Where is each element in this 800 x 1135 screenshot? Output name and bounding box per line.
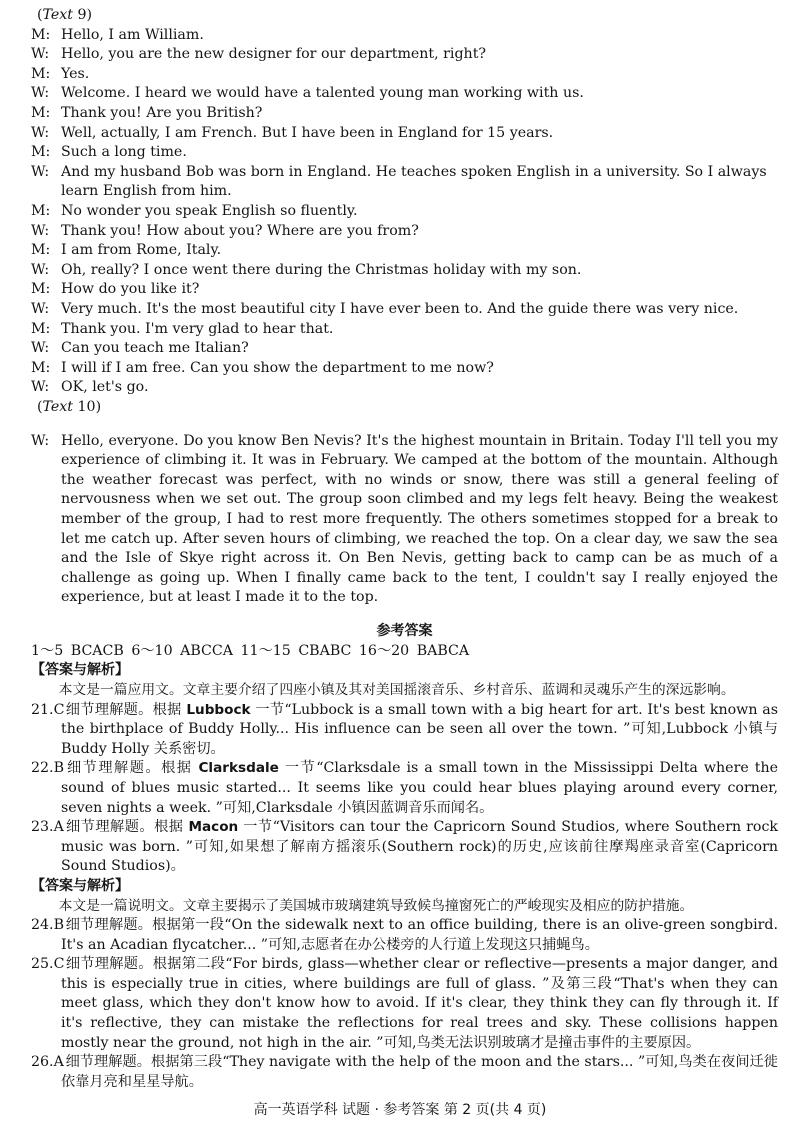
- dialogue-line: [31, 124, 778, 144]
- speaker-label: W:: [31, 124, 50, 141]
- speaker-label: W:: [31, 46, 50, 63]
- dialogue-text: No wonder you speak English so fluently.: [61, 202, 358, 219]
- dialogue-line: [31, 320, 778, 340]
- section1-intro: 本文是一篇应用文。文章主要介绍了四座小镇及其对美国摇滚音乐、乡村音乐、蓝调和灵魂乐产生的深远影响。: [58, 681, 735, 698]
- explanation-text: 细节理解题。根据第二段“For birds, glass—whether clear or reflective—presents a major danger, and this is especially true in cities, where buildings are full of glass. ”及第三段“That's when they can meet glass, which they don't know how to avoid. If it's clear, they think they can fly through it. If it's reflective, they can mistake the reflections for real trees and sky. These collisions happen mostly near the ground, not high in the air. ”可知,鸟类无法识别玻璃才是撞击事件的主要原因。: [61, 956, 778, 1051]
- section2-bracket: 【答案与解析】: [31, 877, 129, 894]
- explanation-text: 细节理解题。根据第三段“They navigate with the help of the moon and the stars... ”可知,鸟类在夜间迁徙依靠月亮和星星导航。: [61, 1054, 778, 1090]
- explanation-pre: 细节理解题。根据: [61, 760, 199, 777]
- answer-key: 1～5 BCACB 6～10 ABCCA 11～15 CBABC 16～20 BABCA: [31, 642, 470, 659]
- dialogue-text: Hello, I am William.: [61, 26, 204, 43]
- text10-monologue: [31, 432, 778, 608]
- dialogue-line: [31, 45, 778, 65]
- speaker-label: W:: [31, 379, 50, 396]
- section2-intro: 本文是一篇说明文。文章主要揭示了美国城市玻璃建筑导致候鸟撞窗死亡的严峻现实及相应的防护措施。: [58, 897, 694, 914]
- answer-item: [31, 701, 778, 760]
- explanation-pre: 细节理解题。根据: [61, 819, 189, 836]
- dialogue-text: I am from Rome, Italy.: [61, 242, 222, 259]
- speaker-label: M:: [31, 281, 51, 298]
- section1-items: [31, 701, 778, 877]
- dialogue-line: [31, 300, 778, 320]
- dialogue-text: Such a long time.: [61, 144, 187, 161]
- dialogue-text: OK, let's go.: [61, 379, 149, 396]
- speaker-label: W:: [31, 340, 50, 357]
- speaker-label: W:: [31, 85, 50, 102]
- speaker-label: M:: [31, 144, 51, 161]
- dialogue-line: [31, 143, 778, 163]
- explanation-post: 一节“Clarksdale is a small town in the Mississippi Delta where the sound of blues music started... It seems like you could hear blues playing around every corner, seven nights a week. ”可知,Clarksdale 小镇因蓝调音乐而闻名。: [61, 760, 778, 816]
- dialogue-text: Well, actually, I am French. But I have been in England for 15 years.: [61, 124, 554, 141]
- dialogue-text: Oh, really? I once went there during the Christmas holiday with my son.: [61, 261, 582, 278]
- speaker-label: W:: [31, 300, 50, 317]
- answer-item: [31, 1053, 778, 1092]
- dialogue-text: Thank you. I'm very glad to hear that.: [61, 320, 334, 337]
- section-keyword: Clarksdale: [198, 760, 279, 777]
- dialogue-line: [31, 241, 778, 261]
- dialogue-line: [31, 84, 778, 104]
- dialogue-line: [31, 378, 778, 398]
- question-number: 23.A: [31, 819, 64, 836]
- explanation-post: 一节“Visitors can tour the Capricorn Sound Studios, where Southern rock music was born. ”可知,如果想了解南方摇滚乐(Southern rock)的历史,应该前往摩羯座录音室(Capricorn Sound Studios)。: [61, 819, 778, 875]
- dialogue-line: [31, 359, 778, 379]
- dialogue-line: [31, 104, 778, 124]
- monologue-text: Hello, everyone. Do you know Ben Nevis? It's the highest mountain in Britain. Today I'll tell you my experience of climbing it. It was in February. We camped at the bottom of the mountain. Although the weather forecast was perfect, with no winds or snow, there was still a general feeling of nervousness when we set out. The group soon climbed and my legs felt heavy. Being the weakest member of the group, I had to rest more frequently. The others sometimes stopped for a break to let me catch up. After seven hours of climbing, we reached the top. On a clear day, we saw the sea and the Isle of Skye right across it. On Ben Nevis, getting back to camp can be as much of a challenge as going up. When I finally came back to the tent, I couldn't say I really enjoyed the experience, but at least I made it to the top.: [61, 432, 778, 606]
- speaker-label: M:: [31, 320, 51, 337]
- speaker-label: M:: [31, 65, 51, 82]
- answer-item: [31, 759, 778, 818]
- answer-item: [31, 916, 778, 955]
- speaker-label: W:: [31, 261, 50, 278]
- dialogue-line: [31, 163, 778, 202]
- dialogue-text: Thank you! How about you? Where are you from?: [61, 222, 419, 239]
- speaker-label: M:: [31, 104, 51, 121]
- question-number: 24.B: [31, 917, 64, 934]
- dialogue-text: And my husband Bob was born in England. He teaches spoken English in a university. So I always learn English from him.: [61, 163, 767, 200]
- speaker-label: M:: [31, 359, 51, 376]
- answer-item: [31, 818, 778, 877]
- question-number: 25.C: [31, 956, 65, 973]
- dialogue-text: Can you teach me Italian?: [61, 340, 249, 357]
- question-number: 26.A: [31, 1054, 64, 1071]
- dialogue-text: Very much. It's the most beautiful city I have ever been to. And the guide there was very nice.: [61, 300, 739, 317]
- explanation-post: 一节“Lubbock is a small town with a big heart for art. It's best known as the birthplace of Buddy Holly... His influence can be seen all over the town. ”可知,Lubbock 小镇与 Buddy Holly 关系密切。: [61, 701, 778, 757]
- page-footer: 高一英语学科 试题 · 参考答案 第 2 页(共 4 页): [253, 1102, 547, 1118]
- speaker-label: W:: [31, 163, 50, 180]
- text9-label-italic: Text: [42, 7, 74, 23]
- dialogue-text: Yes.: [61, 65, 90, 82]
- dialogue-line: [31, 202, 778, 222]
- dialogue-line: [31, 26, 778, 46]
- dialogue-text: Thank you! Are you British?: [61, 104, 263, 121]
- answer-heading: 参考答案: [376, 623, 433, 640]
- explanation-text: 细节理解题。根据第一段“On the sidewalk next to an office building, there is an olive-green songbird. It's an Acadian flycatcher... ”可知,志愿者在办公楼旁的人行道上发现这只捕蝇鸟。: [61, 917, 778, 953]
- dialogue-line: [31, 65, 778, 85]
- answer-item: [31, 955, 778, 1053]
- speaker-label: W:: [31, 222, 50, 239]
- dialogue-text: Hello, you are the new designer for our department, right?: [61, 46, 487, 63]
- dialogue-line: [31, 280, 778, 300]
- question-number: 22.B: [31, 760, 64, 777]
- text10-label: (Text 10): [37, 398, 102, 415]
- dialogue-text: How do you like it?: [61, 281, 200, 298]
- speaker-label: M:: [31, 26, 51, 43]
- section-keyword: Macon: [188, 819, 239, 836]
- dialogue-line: [31, 339, 778, 359]
- text9-dialogue: [31, 26, 778, 398]
- explanation-pre: 细节理解题。根据: [61, 701, 187, 718]
- section-keyword: Lubbock: [186, 701, 251, 718]
- dialogue-line: [31, 222, 778, 242]
- section1-bracket: 【答案与解析】: [31, 662, 129, 679]
- text9-label: (Text 9): [37, 7, 93, 23]
- question-number: 21.C: [31, 701, 65, 718]
- dialogue-text: I will if I am free. Can you show the department to me now?: [61, 359, 494, 376]
- speaker-label: W:: [31, 432, 50, 449]
- speaker-label: M:: [31, 202, 51, 219]
- section2-items: [31, 916, 778, 1092]
- text10-label-italic: Text: [42, 398, 74, 415]
- dialogue-text: Welcome. I heard we would have a talented young man working with us.: [61, 85, 584, 102]
- dialogue-line: [31, 261, 778, 281]
- speaker-label: M:: [31, 242, 51, 259]
